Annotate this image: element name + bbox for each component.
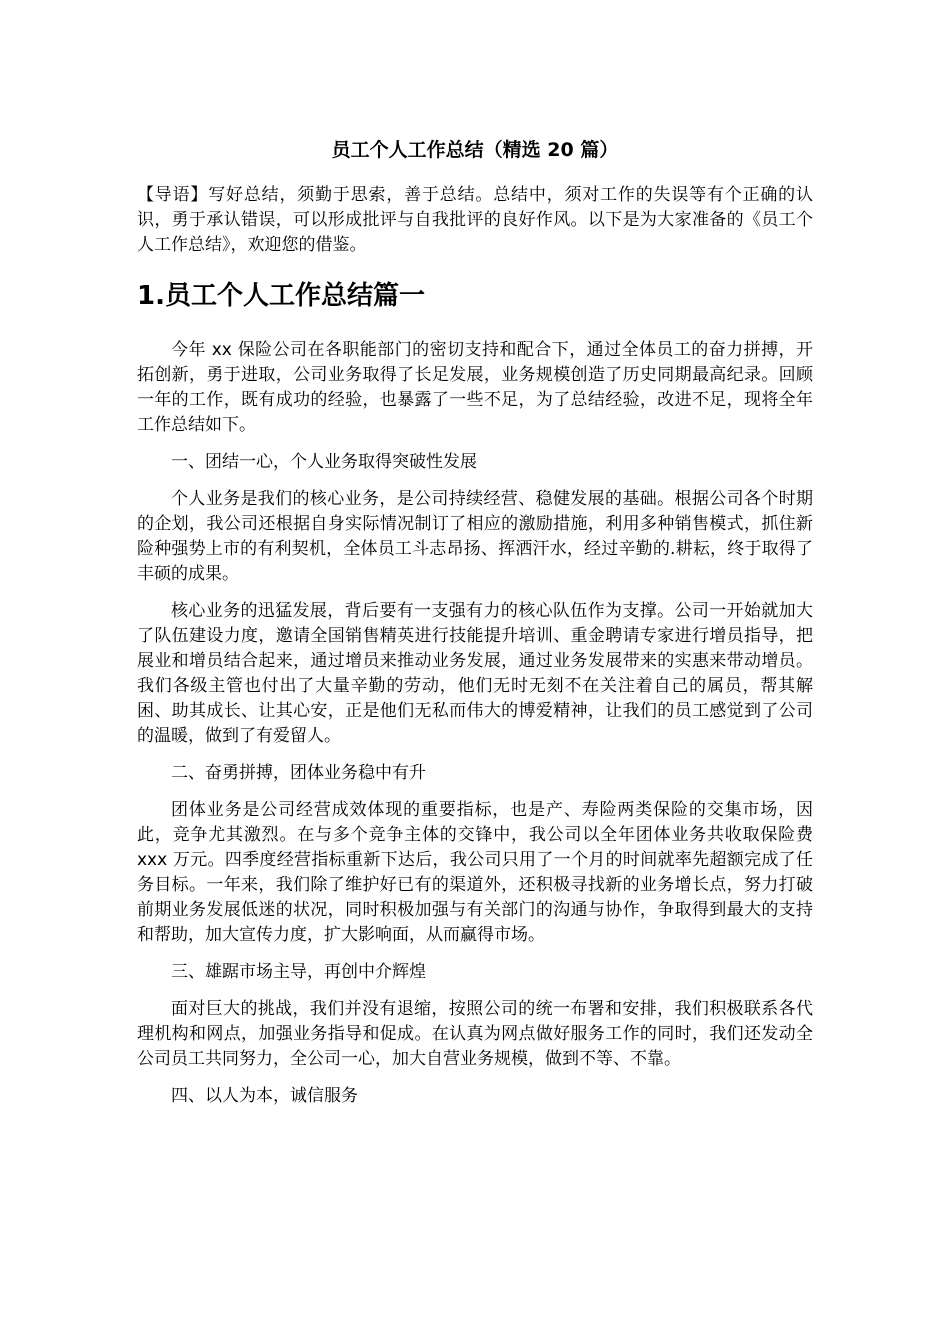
subsection-heading: 二、奋勇拼搏，团体业务稳中有升 <box>171 763 426 783</box>
body-paragraph: 团体业务是公司经营成效体现的重要指标，也是产、寿险两类保险的交集市场，因此，竞争尤其激烈。在与多个竞争主体的交锋中，我公司以全年团体业务共收取保险费 xxx 万元。四季度经营指标重新下达后，我公司只用了一个月的时间就率先超额完成了任务目标。一年来，我们除了维护好已有的渠道外，还积极寻找新的业务增长点，努力打破前期业务发展低迷的状况，同时积极加强与有关部门的沟通与协作，争取得到最大的支持和帮助，加大宣传力度，扩大影响面，从而赢得市场。 <box>137 800 813 945</box>
body-paragraph: 个人业务是我们的核心业务，是公司持续经营、稳健发展的基础。根据公司各个时期的企划，我公司还根据自身实际情况制订了相应的激励措施，利用多种销售模式，抓住新险种强势上市的有利契机，全体员工斗志昂扬、挥洒汗水，经过辛勤的.耕耘，终于取得了丰硕的成果。 <box>137 489 813 584</box>
body-paragraph: 今年 xx 保险公司在各职能部门的密切支持和配合下，通过全体员工的奋力拼搏，开拓创新，勇于进取，公司业务取得了长足发展，业务规模创造了历史同期最高纪录。回顾一年的工作，既有成功的经验，也暴露了一些不足，为了总结经验，改进不足，现将全年工作总结如下。 <box>137 340 813 435</box>
body-paragraph: 面对巨大的挑战，我们并没有退缩，按照公司的统一布署和安排，我们积极联系各代理机构和网点，加强业务指导和促成。在认真为网点做好服务工作的同时，我们还发动全公司员工共同努力，全公司一心，加大自营业务规模，做到不等、不靠。 <box>137 999 813 1069</box>
body-paragraph: 核心业务的迅猛发展，背后要有一支强有力的核心队伍作为支撑。公司一开始就加大了队伍建设力度，邀请全国销售精英进行技能提升培训、重金聘请专家进行增员指导，把展业和增员结合起来，通过增员来推动业务发展，通过业务发展带来的实惠来带动增员。我们各级主管也付出了大量辛勤的劳动，他们无时无刻不在关注着自己的属员，帮其解困、助其成长、让其心安，正是他们无私而伟大的博爱精神，让我们的员工感觉到了公司的温暖，做到了有爱留人。 <box>137 601 813 746</box>
subsection-heading: 一、团结一心，个人业务取得突破性发展 <box>171 452 477 472</box>
section-heading: 1.员工个人工作总结篇一 <box>137 281 425 311</box>
document-title: 员工个人工作总结（精选 20 篇） <box>331 139 619 161</box>
intro-paragraph: 【导语】写好总结，须勤于思索，善于总结。总结中，须对工作的失误等有个正确的认识，勇于承认错误，可以形成批评与自我批评的良好作风。以下是为大家准备的《员工个人工作总结》，欢迎您的借鉴。 <box>137 185 813 255</box>
subsection-heading: 三、雄踞市场主导，再创中介辉煌 <box>171 962 426 982</box>
subsection-heading: 四、以人为本，诚信服务 <box>171 1086 358 1106</box>
document-page <box>137 136 813 1121</box>
